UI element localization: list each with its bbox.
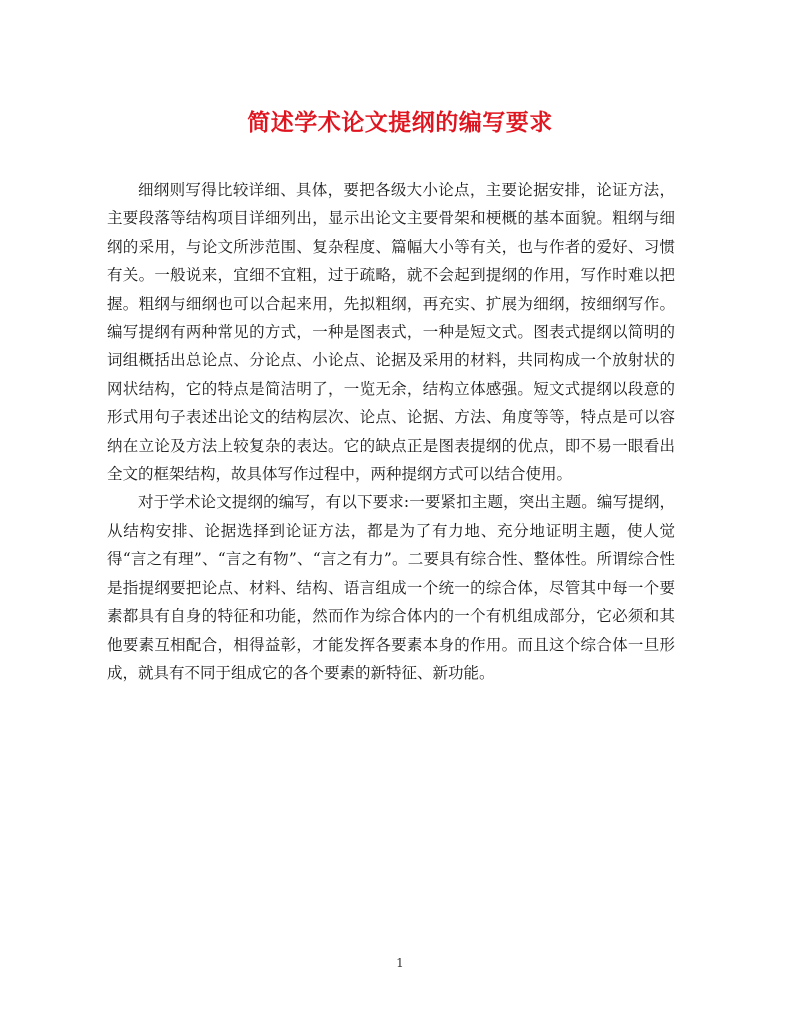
document-body	[107, 176, 675, 687]
document-title: 简述学术论文提纲的编写要求	[247, 109, 553, 136]
paragraph-outline-requirements: 对于学术论文提纲的编写，有以下要求:一要紧扣主题，突出主题。编写提纲，从结构安排、论据选择到论证方法，都是为了有力地、充分地证明主题，使人觉得“言之有理”、“言之有物”、“言之有力”。二要具有综合性、整体性。所谓综合性是指提纲要把论点、材料、结构、语言组成一个统一的综合体，尽管其中每一个要素都具有自身的特征和功能，然而作为综合体内的一个有机组成部分，它必须和其他要素互相配合，相得益彰，才能发挥各要素本身的作用。而且这个综合体一旦形成，就具有不同于组成它的各个要素的新特征、新功能。	[107, 493, 675, 682]
page-number: 1	[396, 956, 404, 970]
paragraph-outline-detail: 细纲则写得比较详细、具体，要把各级大小论点，主要论据安排，论证方法，主要段落等结构项目详细列出，显示出论文主要骨架和梗概的基本面貌。粗纲与细纲的采用，与论文所涉范围、复杂程度、篇幅大小等有关，也与作者的爱好、习惯有关。一般说来，宜细不宜粗，过于疏略，就不会起到提纲的作用，写作时难以把握。粗纲与细纲也可以合起来用，先拟粗纲，再充实、扩展为细纲，按细纲写作。编写提纲有两种常见的方式，一种是图表式，一种是短文式。图表式提纲以简明的词组概括出总论点、分论点、小论点、论据及采用的材料，共同构成一个放射状的网状结构，它的特点是简洁明了，一览无余，结构立体感强。短文式提纲以段意的形式用句子表述出论文的结构层次、论点、论据、方法、角度等等，特点是可以容纳在立论及方法上较复杂的表达。它的缺点正是图表提纲的优点，即不易一眼看出全文的框架结构，故具体写作过程中，两种提纲方式可以结合使用。	[107, 181, 675, 484]
